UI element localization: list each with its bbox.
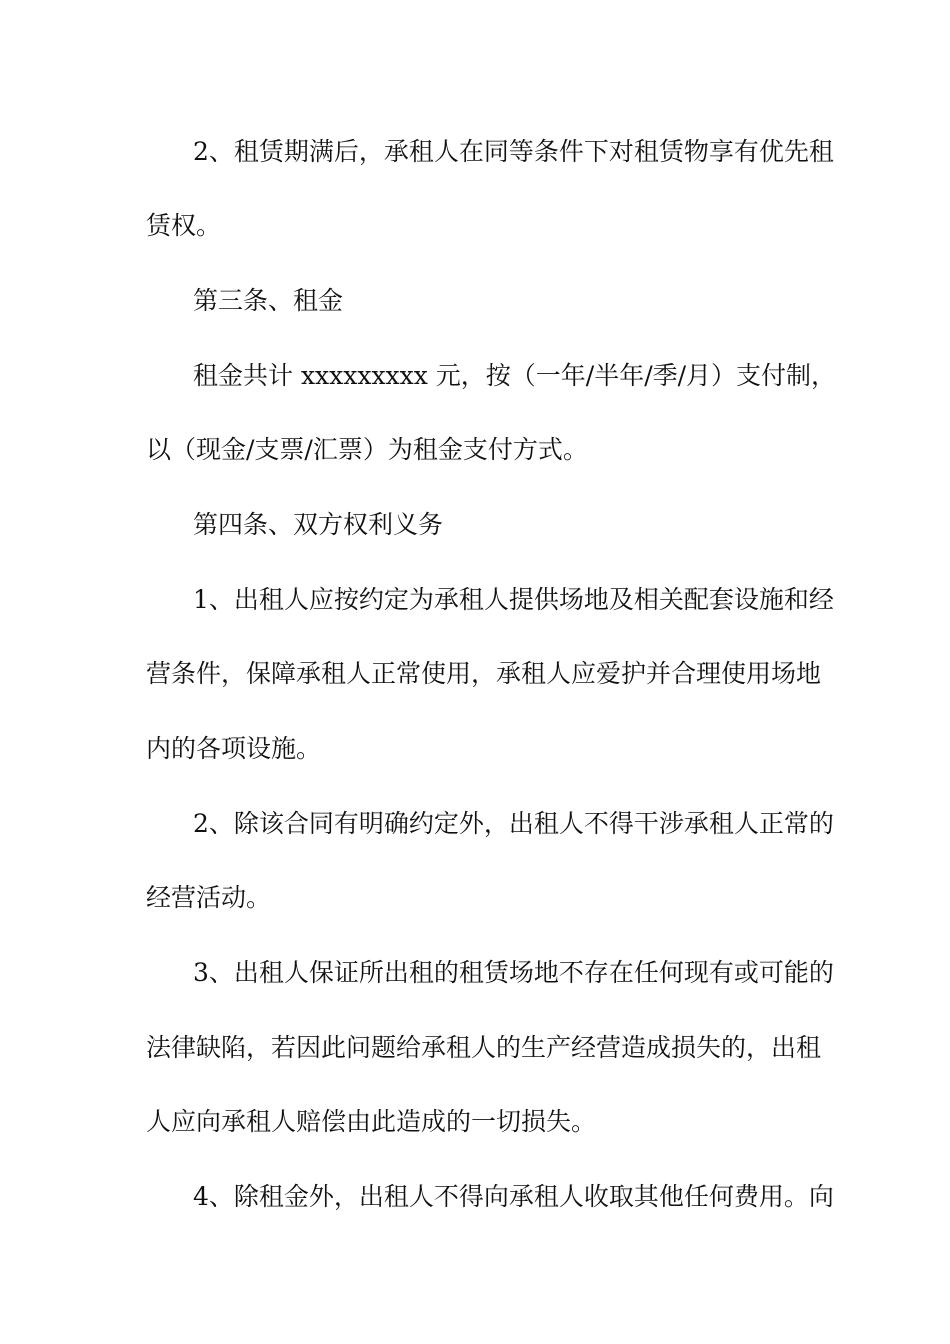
text-line: 以（现金/支票/汇票）为租金支付方式。 xyxy=(146,435,588,464)
text-line: 2、除该合同有明确约定外，出租人不得干涉承租人正常的 xyxy=(193,809,834,838)
text-line: 内的各项设施。 xyxy=(146,734,322,763)
text-line: 营条件，保障承租人正常使用，承租人应爱护并合理使用场地 xyxy=(146,659,822,688)
section-heading: 第三条、租金 xyxy=(193,286,344,315)
text-line: 3、出租人保证所出租的租赁场地不存在任何现有或可能的 xyxy=(193,958,834,987)
text-line: 4、除租金外，出租人不得向承租人收取其他任何费用。向 xyxy=(193,1182,834,1211)
text-line: 赁权。 xyxy=(146,211,222,240)
text-line: 法律缺陷，若因此问题给承租人的生产经营造成损失的，出租 xyxy=(146,1033,822,1062)
section-heading: 第四条、双方权利义务 xyxy=(193,510,444,539)
text-line: 经营活动。 xyxy=(146,883,272,912)
text-line: 租金共计 xxxxxxxxx 元，按（一年/半年/季/月）支付制， xyxy=(193,361,837,390)
text-line: 2、租赁期满后，承租人在同等条件下对租赁物享有优先租 xyxy=(193,137,834,166)
text-line: 1、出租人应按约定为承租人提供场地及相关配套设施和经 xyxy=(193,585,834,614)
text-line: 人应向承租人赔偿由此造成的一切损失。 xyxy=(146,1107,597,1136)
